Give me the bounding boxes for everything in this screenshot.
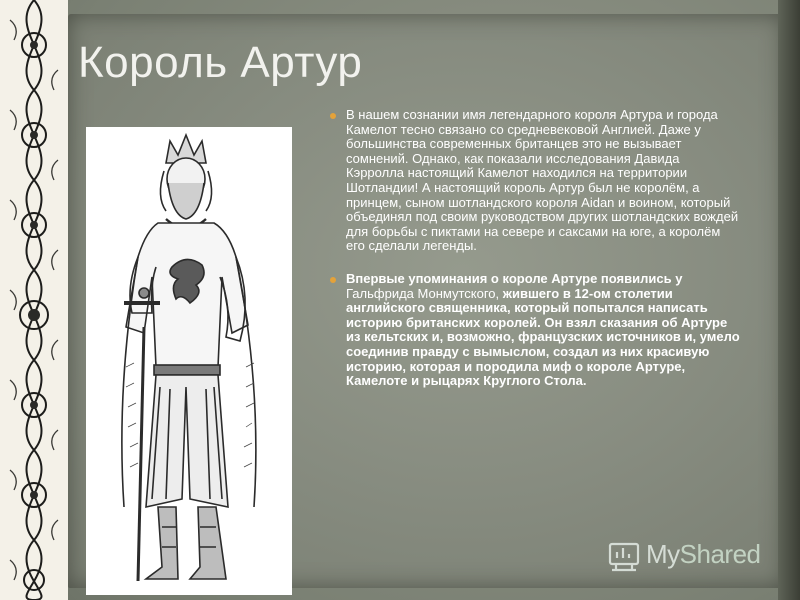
bullet-text-plain: Гальфрида Монмутского, [346, 285, 500, 301]
myshared-watermark [606, 534, 761, 574]
knight-drawing-icon [86, 127, 292, 595]
bullet-dot-icon [330, 277, 336, 283]
bullet-text-bold-end: жившего в 12-ом столетии английского священника, который попытался написать историю британских королей. Он взял сказания об Артуре из кельтских и, возможно, французских источников и, умело соединив правду с вымыслом, создал из них красивую историю, которая и породила миф о короле Артуре, Камелоте и рыцарях Круглого Стола. [346, 285, 740, 389]
bullet-dot-icon [330, 113, 336, 119]
king-arthur-illustration [86, 127, 292, 595]
myshared-logo-icon [606, 536, 642, 572]
slide-title: Король Артур [78, 38, 363, 87]
ornamental-border [0, 0, 68, 600]
watermark-text [646, 539, 761, 570]
bullet-item [330, 108, 740, 254]
watermark-text-b: Shared [679, 538, 761, 569]
watermark-text-a: My [646, 538, 680, 569]
bullet-list [330, 108, 740, 389]
floral-ornament-icon [0, 0, 68, 600]
bullet-text: В нашем сознании имя легендарного короля Артура и города Камелот тесно связано со средневековой Англией. Даже у большинства современных британцев это не вызывает сомнений. Однако, как показали исследования Давида Кэрролла настоящий Камелот находился на территории Шотландии! А настоящий король Артур был не королём, а принцем, сыном шотландского короля Aidan и воином, который объединял под своим руководством других шотландских вождей для борьбы с пиктами на севере и саксами на юге, а королём его сделали легенды. [346, 107, 739, 254]
bullet-item [330, 272, 740, 389]
bullet-text-bold-start: Впервые упоминания о короле Артуре появились у [346, 270, 683, 286]
panel-edge [778, 0, 800, 600]
